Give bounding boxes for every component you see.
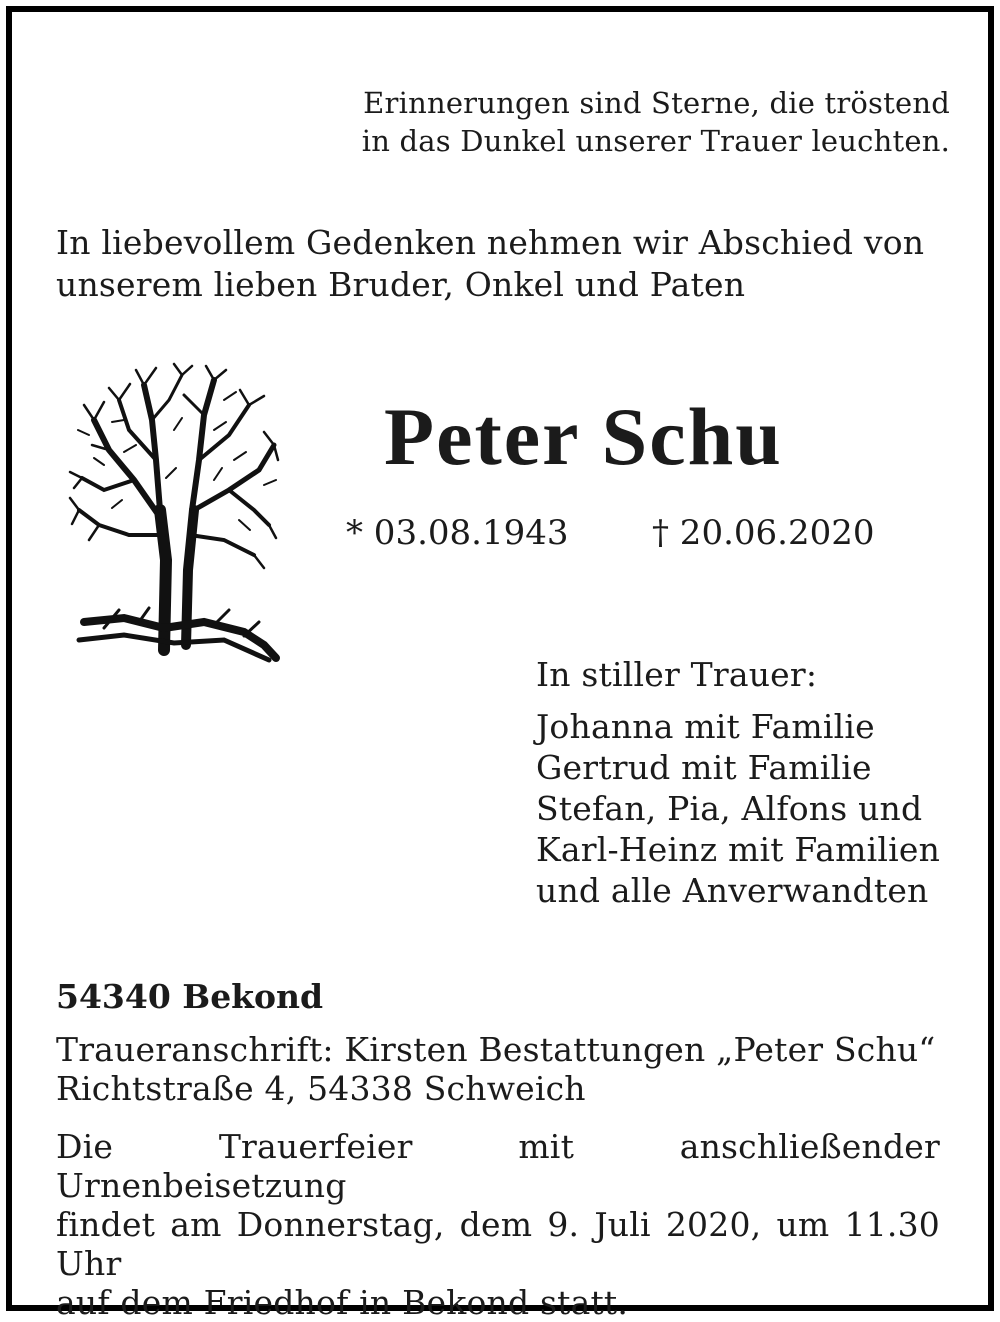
funeral-line-3: auf dem Friedhof in Bekond statt. [56, 1283, 629, 1322]
mourner-line: Johanna mit Familie [536, 707, 875, 746]
mourner-line: Karl-Heinz mit Familien [536, 830, 941, 869]
obituary-notice [6, 6, 994, 1322]
memorial-quote [362, 84, 950, 160]
quote-line-2: in das Dunkel unserer Trauer leuchten. [361, 124, 950, 158]
address-line-1: Traueranschrift: Kirsten Bestattungen „Peter Schu“ [56, 1030, 936, 1069]
mourner-line: Stefan, Pia, Alfons und [536, 789, 923, 828]
town-label: 54340 Bekond [56, 977, 324, 1016]
funeral-line-1: Die Trauerfeier mit anschließender Urnenbeisetzung [56, 1127, 940, 1205]
intro-line-1: In liebevollem Gedenken nehmen wir Abschied von [56, 223, 925, 262]
address-line-2: Richtstraße 4, 54338 Schweich [56, 1069, 586, 1108]
death-date: † 20.06.2020 [652, 513, 875, 553]
tree-icon [64, 360, 280, 666]
mourners-list [536, 654, 940, 911]
mourner-line: Gertrud mit Familie [536, 748, 872, 787]
quote-line-1: Erinnerungen sind Sterne, die tröstend [363, 86, 950, 120]
deceased-name: Peter Schu [384, 391, 783, 482]
funeral-line-2: findet am Donnerstag, dem 9. Juli 2020, um 11.30 Uhr [56, 1205, 940, 1283]
intro-line-2: unserem lieben Bruder, Onkel und Paten [56, 265, 746, 304]
funeral-details [56, 1127, 940, 1322]
mourners-heading: In stiller Trauer: [536, 655, 818, 694]
intro-text [56, 222, 924, 306]
mourner-line: und alle Anverwandten [536, 871, 929, 910]
mourning-address [56, 1030, 935, 1108]
birth-date: * 03.08.1943 [346, 513, 569, 553]
